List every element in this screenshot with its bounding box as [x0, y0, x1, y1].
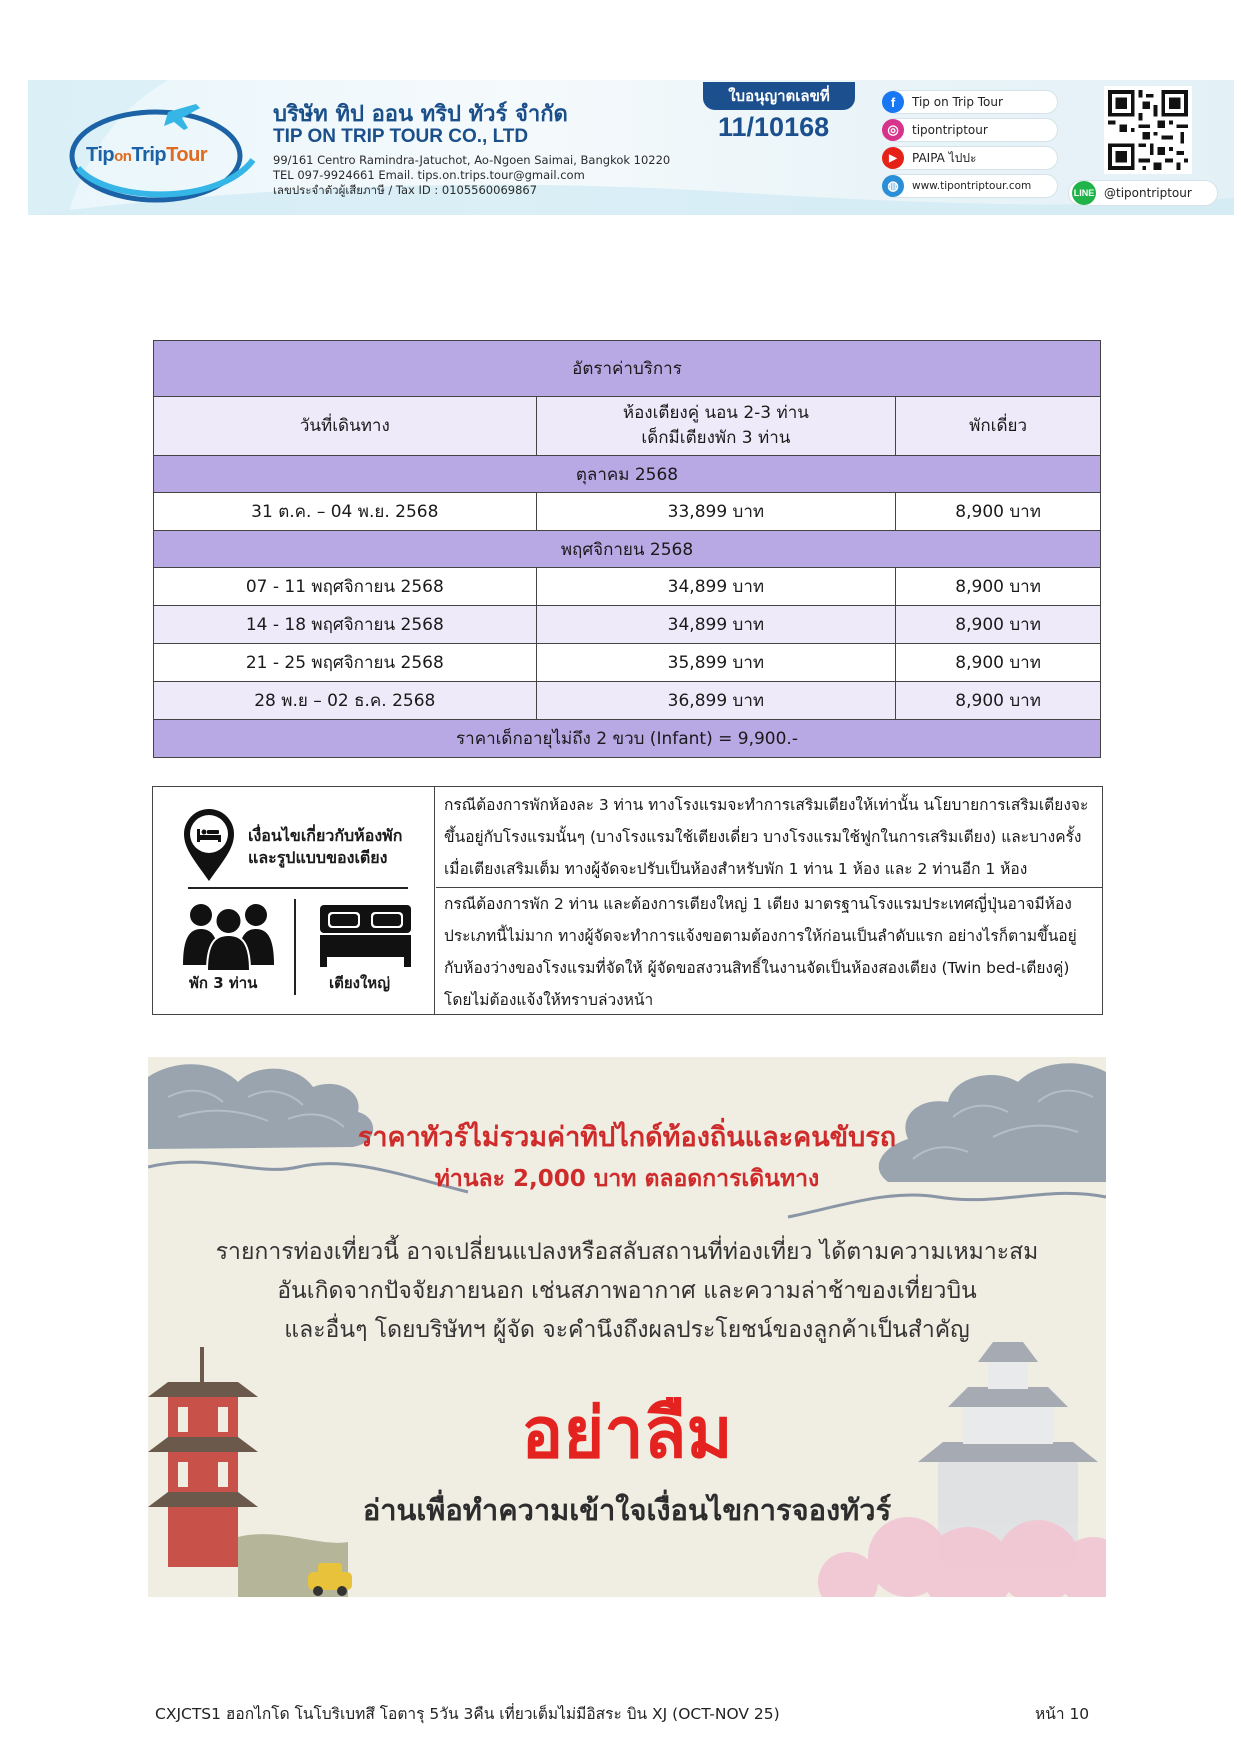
room-conditions-title-line2: และรูปแบบของเตียง — [248, 848, 388, 867]
price-table-header-row — [154, 397, 1101, 456]
table-row — [154, 644, 1101, 682]
social-youtube-label: PAIPA ไปปะ — [912, 150, 977, 165]
logo-wordmark — [86, 144, 207, 167]
read-conditions-subline: อ่านเพื่อทำความเข้าใจเงื่อนไขการจองทัวร์ — [362, 1493, 892, 1527]
room-conditions-box — [152, 786, 1103, 1015]
notice-line: อันเกิดจากปัจจัยภายนอก เช่นสภาพอากาศ และความล่าช้าของเที่ยวบิน — [277, 1278, 977, 1304]
room-conditions-graphic — [153, 787, 435, 1014]
company-tax-id: เลขประจำตัวผู้เสียภาษี / Tax ID : 0105560069867 — [273, 183, 538, 197]
price-table-title-row — [154, 341, 1101, 397]
table-row — [154, 493, 1101, 531]
footer-page-number: หน้า 10 — [1035, 1705, 1090, 1723]
single-supplement: 8,900 บาท — [896, 568, 1101, 606]
double-room-price: 34,899 บาท — [536, 568, 896, 606]
social-website-label: www.tipontriptour.com — [912, 180, 1032, 192]
company-address: 99/161 Centro Ramindra-Jatuchot, Ao-Ngoen Saimai, Bangkok 10220 — [273, 153, 671, 167]
tip-notice-line2: ท่านละ 2,000 บาท ตลอดการเดินทาง — [434, 1166, 820, 1192]
company-contact-block — [273, 153, 670, 198]
dont-forget-headline: อย่าลืม — [521, 1392, 733, 1474]
double-bed-icon — [318, 903, 413, 969]
room-conditions-title — [248, 825, 402, 869]
itinerary-change-notice — [148, 1233, 1106, 1350]
column-header-double-room — [536, 397, 896, 456]
three-people-icon — [181, 899, 276, 971]
month-row-november — [154, 531, 1101, 568]
travel-date: 07 - 11 พฤศจิกายน 2568 — [154, 568, 537, 606]
condition-line: โดยไม่ต้องแจ้งให้ทราบล่วงหน้า — [444, 991, 654, 1009]
license-number: 11/10168 — [718, 112, 830, 142]
youtube-icon: ▶ — [882, 147, 904, 169]
facebook-icon: f — [882, 91, 904, 113]
divider-vertical — [294, 899, 296, 995]
double-room-price: 35,899 บาท — [536, 644, 896, 682]
social-instagram-label: tipontriptour — [912, 123, 988, 137]
three-people-label: พัก 3 ท่าน — [189, 974, 258, 992]
social-website[interactable] — [883, 174, 1058, 198]
logo-tip: Tip — [86, 144, 115, 166]
line-icon: LINE — [1072, 181, 1096, 205]
qr-code-icon — [1108, 90, 1188, 170]
logo-trip: Trip — [131, 144, 167, 166]
logo-tour: Tour — [166, 144, 208, 166]
social-line[interactable] — [1068, 180, 1218, 206]
condition-line: ประเภทนี้ไม่มาก ทางผู้จัดจะทำการแจ้งขอตามต้องการให้ก่อนเป็นลำดับแรก อย่างไรก็ตามขึ้นอยู่ — [444, 927, 1077, 945]
infant-price: ราคาเด็กอายุไม่ถึง 2 ขวบ (Infant) = 9,900.- — [154, 720, 1101, 758]
footer-program-code: CXJCTS1 ฮอกไกโด โนโบริเบทสึ โอตารุ 5วัน 3คืน เที่ยวเต็มไม่มีอิสระ บิน XJ (OCT-NOV 25) — [155, 1705, 780, 1723]
qr-code[interactable] — [1104, 86, 1192, 174]
column-header-date: วันที่เดินทาง — [154, 397, 537, 456]
double-room-price: 33,899 บาท — [536, 493, 896, 531]
company-name-english: TIP ON TRIP TOUR CO., LTD — [273, 126, 529, 147]
company-phone-email: TEL 097-9924661 Email. tips.on.trips.tour@gmail.com — [273, 168, 585, 182]
infant-price-row — [154, 720, 1101, 758]
travel-date: 28 พ.ย – 02 ธ.ค. 2568 — [154, 682, 537, 720]
column-header-single: พักเดี่ยว — [896, 397, 1101, 456]
month-label: ตุลาคม 2568 — [154, 456, 1101, 493]
double-room-price: 34,899 บาท — [536, 606, 896, 644]
extra-bed-condition — [436, 787, 1102, 888]
notice-line: และอื่นๆ โดยบริษัทฯ ผู้จัด จะคำนึงถึงผลประโยชน์ของลูกค้าเป็นสำคัญ — [284, 1317, 970, 1343]
table-row — [154, 682, 1101, 720]
table-row — [154, 606, 1101, 644]
company-logo — [68, 98, 263, 208]
social-line-label: @tipontriptour — [1104, 186, 1192, 200]
condition-line: เมื่อเตียงเสริมเต็ม ทางผู้จัดจะปรับเป็นห้องสำหรับพัก 1 ท่าน 1 ห้อง และ 2 ท่านอีก 1 ห้อง — [444, 860, 1028, 878]
room-conditions-title-line1: เงื่อนไขเกี่ยวกับห้องพัก — [248, 826, 403, 845]
logo-on: on — [114, 148, 132, 165]
instagram-icon: ◎ — [882, 119, 904, 141]
price-table-title: อัตราค่าบริการ — [154, 341, 1101, 397]
condition-line: กรณีต้องการพัก 2 ท่าน และต้องการเตียงใหญ่ 1 เตียง มาตรฐานโรงแรมประเทศญี่ปุ่นอาจมีห้อง — [444, 895, 1072, 913]
web-icon: ◍ — [882, 175, 904, 197]
double-room-price: 36,899 บาท — [536, 682, 896, 720]
condition-line: ขึ้นอยู่กับโรงแรมนั้นๆ (บางโรงแรมใช้เตียงเดี่ยว บางโรงแรมใช้ฟูกในการเสริมเตียง) และบางครั้ง — [444, 828, 1082, 846]
table-row — [154, 568, 1101, 606]
single-supplement: 8,900 บาท — [896, 644, 1101, 682]
condition-line: กับห้องว่างของโรงแรมที่จัดให้ ผู้จัดขอสงวนสิทธิ์ในงานจัดเป็นห้องสองเตียง (Twin bed-เตียงคู่) — [444, 959, 1070, 977]
price-table — [153, 340, 1101, 758]
month-row-october — [154, 456, 1101, 493]
room-conditions-text — [436, 787, 1102, 1014]
condition-line: กรณีต้องการพักห้องละ 3 ท่าน ทางโรงแรมจะทำการเสริมเตียงให้เท่านั้น นโยบายการเสริมเตียงจะ — [444, 796, 1089, 814]
double-room-header-line2: เด็กมีเตียงพัก 3 ท่าน — [641, 428, 791, 448]
social-facebook-label: Tip on Trip Tour — [912, 95, 1003, 109]
tip-notice-line1: ราคาทัวร์ไม่รวมค่าทิปไกด์ท้องถิ่นและคนขับรถ — [357, 1122, 897, 1153]
double-bed-label: เตียงใหญ่ — [329, 974, 390, 992]
travel-date: 14 - 18 พฤศจิกายน 2568 — [154, 606, 537, 644]
double-bed-condition — [436, 888, 1102, 1016]
single-supplement: 8,900 บาท — [896, 493, 1101, 531]
divider — [188, 887, 408, 889]
hotel-bed-pin-icon — [181, 807, 241, 883]
social-instagram[interactable] — [883, 118, 1058, 142]
company-header-banner — [28, 80, 1234, 215]
social-facebook[interactable] — [883, 90, 1058, 114]
license-label: ใบอนุญาตเลขที่ — [703, 82, 855, 110]
notice-line: รายการท่องเที่ยวนี้ อาจเปลี่ยนแปลงหรือสลับสถานที่ท่องเที่ยว ได้ตามความเหมาะสม — [215, 1239, 1039, 1265]
travel-date: 31 ต.ค. – 04 พ.ย. 2568 — [154, 493, 537, 531]
month-label: พฤศจิกายน 2568 — [154, 531, 1101, 568]
double-room-header-line1: ห้องเตียงคู่ นอน 2-3 ท่าน — [622, 403, 809, 423]
social-youtube[interactable] — [883, 146, 1058, 170]
company-name-thai: บริษัท ทิป ออน ทริป ทัวร์ จำกัด — [273, 102, 568, 127]
travel-date: 21 - 25 พฤศจิกายน 2568 — [154, 644, 537, 682]
single-supplement: 8,900 บาท — [896, 606, 1101, 644]
single-supplement: 8,900 บาท — [896, 682, 1101, 720]
booking-notice-banner — [148, 1057, 1106, 1597]
